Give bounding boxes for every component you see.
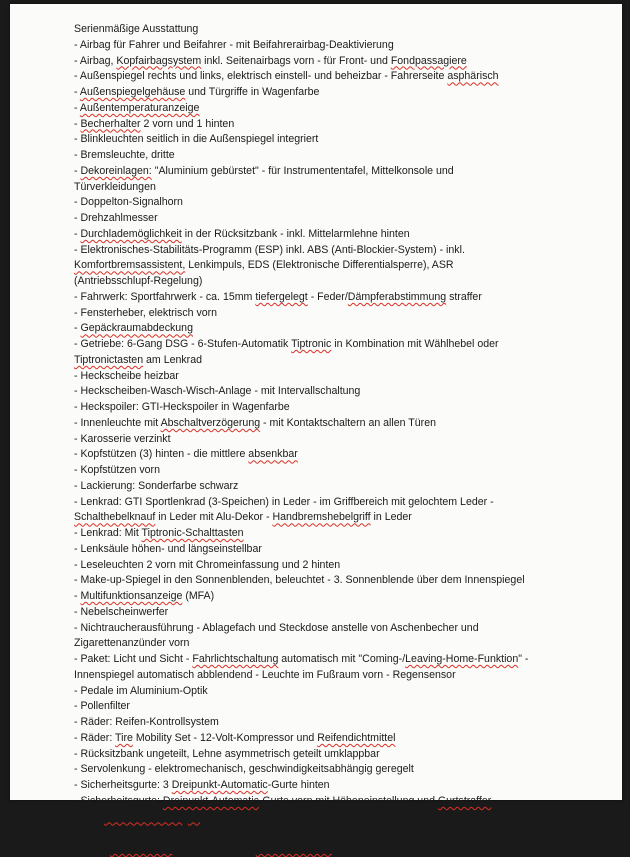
text-segment: - Lenkrad: GTI Sportlenkrad (3-Speichen) in Leder - im Griffbereich mit gelochtem Leder - [74,495,494,508]
text-segment: - mit Kontaktschaltern an allen Türen [260,416,436,429]
text-segment: - [74,164,81,177]
text-segment: (Antriebsschlupf-Regelung) [74,275,203,287]
spellcheck-flagged-word: Dreipunkt-Automatic [162,794,259,807]
text-segment: "Aluminium gebürstet" - für Instrumententafel, Mittelkonsole und [151,164,454,177]
text-segment: und Türgriffe in Wagenfarbe [185,86,320,98]
document-line [74,353,574,369]
text-segment: Mobility Set - 12-Volt-Kompressor und [132,731,318,744]
document-line [74,369,574,385]
text-segment: - [74,101,80,114]
document-line [74,432,574,448]
text-segment: - Lenkrad: Mit [74,527,142,539]
document-line [74,117,574,133]
document-line [74,715,574,731]
text-segment: (MFA) [182,590,215,602]
document-page [10,4,622,854]
document-line [74,778,574,794]
text-segment: - Lenksäule höhen- und längseinstellbar [74,542,262,555]
spellcheck-flagged-word: Tiptronic-Schalttasten [141,527,244,539]
spellcheck-flagged-word: Außentemperaturanzeige [79,101,200,114]
document-line [74,794,574,810]
text-segment: - Fensterheber, elektrisch vorn [74,306,218,319]
document-line [74,306,574,322]
text-segment: - Fahrwerk: Sportfahrwerk - ca. 15mm [74,290,256,303]
spellcheck-flagged-word: Multifunktionsanzeige [80,590,183,602]
text-segment: - [74,86,80,98]
document-line [74,337,574,353]
text-segment: - Blinkleuchten seitlich in die Außenspiegel integriert [74,133,319,146]
document-line [74,652,574,668]
text-segment: am Lenkrad [143,353,202,366]
text-segment: in Leder mit Alu-Dekor - [155,511,273,524]
document-line [74,148,574,164]
text-segment: in Kombination mit Wählhebel oder [331,338,499,350]
document-line [74,447,574,463]
document-line [74,195,574,211]
document-line [74,38,574,54]
spellcheck-flagged-word: Fondpassagiere [255,842,332,854]
text-segment: Zigarettenanzünder vorn [74,637,190,650]
document-line [74,510,574,526]
document-line [74,164,574,180]
text-segment: - Airbag für Fahrer und Beifahrer - mit Beifahrerairbag-Deaktivierung [74,38,394,51]
document-line [74,699,574,715]
document-line [74,526,574,542]
document-line [74,227,574,243]
spellcheck-flagged-word: Tiptronictasten [74,353,144,366]
text-segment: ISOFIX - Vorrichtung zur Befestigung von 2 Kindersitzen auf der [205,810,509,823]
spellcheck-flagged-word: Tire [115,731,133,744]
document-line [74,258,574,274]
text-segment: Serienmäßige Ausstattung [74,23,199,35]
text-segment: - Sitz: [74,810,105,823]
document-line [74,542,574,558]
document-line [74,621,574,637]
document-line [74,101,574,117]
equipment-list [74,22,574,857]
text-segment: - Paket: Licht und Sicht - [74,653,193,665]
text-segment: - Räder: [74,731,116,744]
text-segment: automatisch mit "Coming-/ [278,653,406,665]
document-line [74,810,574,826]
text-segment: - Airbag, [74,54,117,67]
text-segment: in der Rücksitzbank - inkl. Mittelarmlehne hinten [181,227,410,240]
text-segment: - Außenspiegel rechts und links, elektrisch einstell- und beheizbar - Fahrerseite [74,70,448,83]
document-line [74,321,574,337]
spellcheck-flagged-word: Leaving-Home-Funktion [405,653,519,665]
text-segment: - Doppelton-Signalhorn [74,196,183,209]
text-segment: - Sicherheitsgurte: [74,794,163,807]
spellcheck-flagged-word: Komfortbremsassistent, [74,259,186,272]
document-line [74,605,574,621]
document-line [74,85,574,101]
text-segment: - [74,322,81,335]
spellcheck-flagged-word: Kopfairbagsystem [116,54,202,67]
text-segment: - Feder/ [307,290,348,303]
text-segment: - Nichtraucherausführung - Ablagefach und Steckdose anstelle von Aschenbecher und [74,621,479,634]
spellcheck-flagged-word: Abschaltverzögerung [160,416,261,429]
document-line [74,668,574,684]
document-line [74,747,574,763]
spellcheck-flagged-word: Dekoreinlagen: [80,164,152,177]
document-line [74,69,574,85]
text-segment: Lenkimpuls, EDS (Elektronische Differentialsperre), ASR [185,259,454,272]
document-line [74,211,574,227]
document-line [74,416,574,432]
spellcheck-flagged-word: Gepäckraumabdeckung [80,322,193,335]
text-segment: Innenspiegel automatisch abblendend - Leuchte im Fußraum vorn - Regensensor [74,668,456,681]
spellcheck-flagged-word: Einstiegshilfe [109,842,173,854]
text-segment: - Kopfstützen (3) hinten - die mittlere [74,448,249,461]
spellcheck-flagged-word: Kindersitzbefestigung [104,810,206,823]
document-line [74,558,574,574]
text-segment: - Bremsleuchte, dritte [74,149,175,161]
text-segment: " - [518,653,529,665]
document-line [74,731,574,747]
document-line [74,274,574,290]
spellcheck-flagged-word: tiefergelegt [255,290,308,303]
spellcheck-flagged-word: Dreipunkt-Automatic [171,779,268,791]
text-segment: - Räder: Reifen-Kontrollsystem [74,716,219,728]
text-segment: - Karosserie verzinkt [74,432,171,445]
text-segment: - Heckscheibe heizbar [74,369,179,382]
document-line [74,290,574,306]
document-line [74,684,574,700]
text-segment: - [74,590,81,602]
text-segment: - Nebelscheinwerfer [74,605,169,618]
document-line [74,132,574,148]
spellcheck-flagged-word: asphärisch [447,70,499,83]
document-line [74,573,574,589]
text-segment: - Make-up-Spiegel in den Sonnenblenden, beleuchtet - 3. Sonnenblende über dem Innenspiegel [74,574,525,587]
text-segment: - Sitze: [74,842,110,854]
document-line [74,825,574,841]
spellcheck-flagged-word: Gurtstraffer [437,794,492,807]
text-segment: - Rücksitzbank ungeteilt, Lehne asymmetrisch geteilt umklappbar [74,747,380,760]
text-segment: - Heckscheiben-Wasch-Wisch-Anlage - mit Intervallschaltung [74,385,361,398]
text-segment: -Gurte hinten [267,779,330,791]
spellcheck-flagged-word: Handbremshebelgriff [272,511,371,524]
text-segment: - Sicherheitsgurte: 3 [74,779,172,791]
document-line [74,479,574,495]
document-line [74,636,574,652]
spellcheck-flagged-word: Außenspiegelgehäuse [79,86,186,98]
text-segment: "Easy- Entry" für [172,842,256,854]
document-line [74,400,574,416]
text-segment: - Pedale im Aluminium-Optik [74,684,208,697]
text-segment: 2 vorn und 1 hinten [140,117,235,130]
document-heading [74,22,574,38]
document-line [74,54,574,70]
text-segment: - Leseleuchten 2 vorn mit Chromeinfassung und 2 hinten [74,558,341,571]
text-segment: - Getriebe: 6-Gang DSG - 6-Stufen-Automatik [74,338,292,350]
spellcheck-flagged-word: Tiptronic [291,338,332,350]
text-segment: - Servolenkung - elektromechanisch, geschwindigkeitsabhängig geregelt [74,763,414,776]
text-segment: - Heckspoiler: GTI-Heckspoiler in Wagenfarbe [74,401,290,413]
document-line [74,495,574,511]
document-line [74,243,574,259]
spellcheck-flagged-word: Durchlademöglichkeit [80,227,182,240]
document-line [74,180,574,196]
spellcheck-flagged-word: Reifendichtmittel [317,731,396,744]
spellcheck-flagged-word: Dämpferabstimmung [347,290,447,303]
text-segment: Rücksitzbank [74,826,137,839]
text-segment: - Drehzahlmesser [74,212,158,224]
spellcheck-flagged-word: absenkbar [248,448,298,461]
spellcheck-flagged-word: Becherhalter [80,117,141,130]
text-segment: - Lackierung: Sonderfarbe schwarz [74,479,239,492]
spellcheck-flagged-word: Fondpassagiere [390,54,467,67]
text-segment: - Innenleuchte mit [74,416,161,429]
text-segment: inkl. Seitenairbags vorn - für Front- und [201,54,391,67]
text-segment: - [74,227,81,240]
document-line [74,841,574,857]
spellcheck-flagged-word: Fahrlichtschaltung [192,653,279,665]
text-segment: Türverkleidungen [74,180,156,193]
text-segment: in Leder [370,511,412,524]
text-segment: -Gurte vorn mit Höheneinstellung und [258,794,438,807]
document-line [74,463,574,479]
text-segment: straffer [446,290,482,303]
document-line [74,762,574,778]
spellcheck-flagged-word: Schalthebelknauf [74,511,156,524]
document-line [74,384,574,400]
text-segment: - Elektronisches-Stabilitäts-Programm (ESP) inkl. ABS (Anti-Blockier-System) - inkl. [74,243,465,256]
text-segment: - [74,117,81,130]
text-segment: - Pollenfilter [74,700,130,713]
text-segment: - Kopfstützen vorn [74,464,160,476]
document-line [74,589,574,605]
